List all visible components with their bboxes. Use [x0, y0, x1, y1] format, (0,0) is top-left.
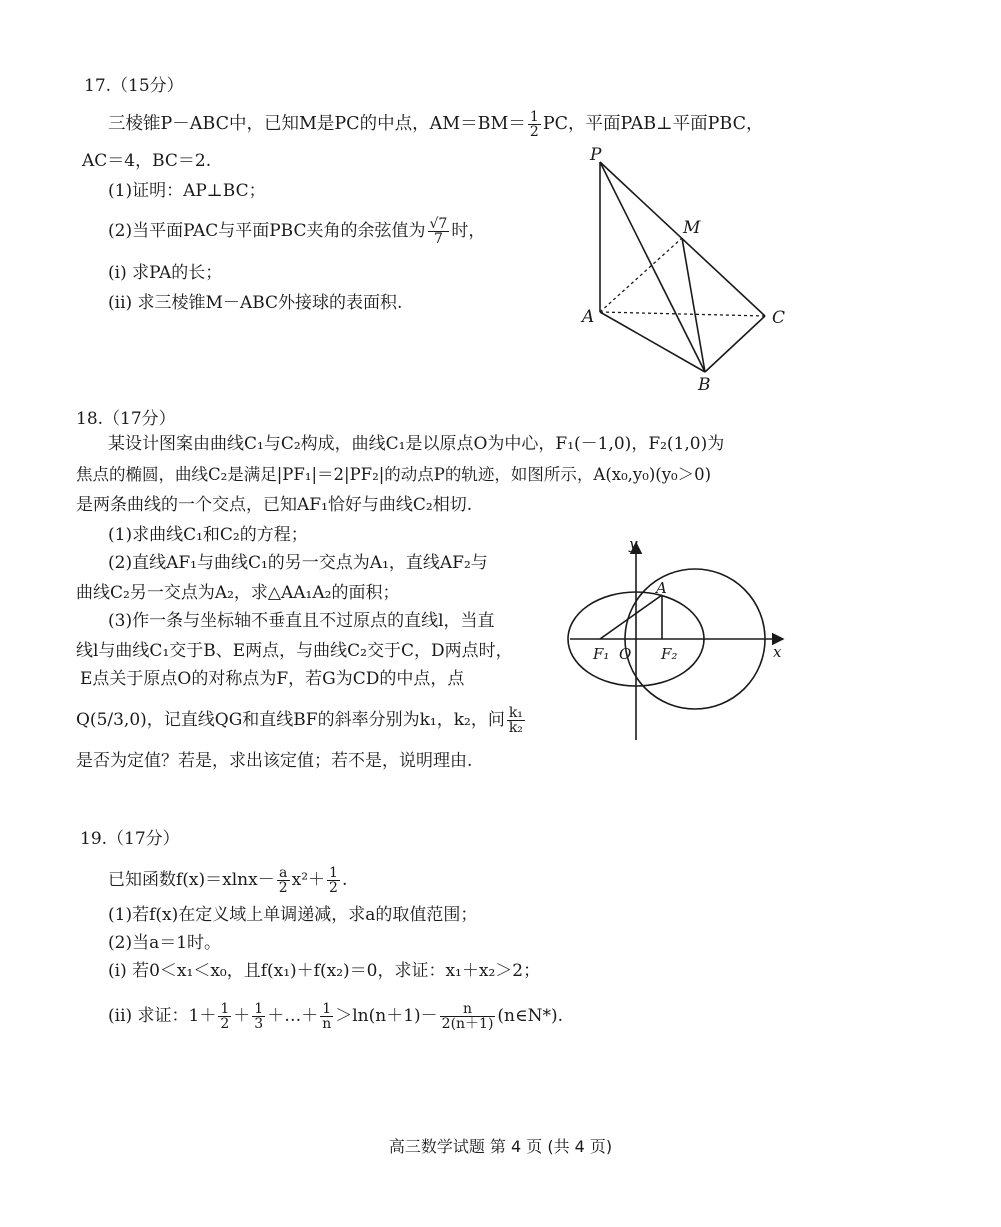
- q19-line1: [108, 866, 347, 895]
- label-x: x: [773, 643, 782, 661]
- q17-part2-a: (2)当平面PAC与平面PBC夹角的余弦值为: [108, 221, 426, 241]
- q19-line3: (2)当a＝1时。: [108, 933, 222, 953]
- edge-ac-dashed: [600, 312, 765, 316]
- q19-frac-n-2n1: $\frac{n}{2(n+1)}$: [441, 1001, 494, 1032]
- q17-frac-sqrt7: $\frac{√7}{7}$: [429, 216, 448, 247]
- edge-mb: [682, 238, 705, 372]
- label-f1: F₁: [593, 645, 610, 663]
- label-p: P: [590, 145, 602, 165]
- q19-header: 19.（17分）: [80, 829, 180, 849]
- q17-part2-b: 时，: [451, 221, 486, 241]
- q18-line2: 焦点的椭圆，曲线C₂是满足|PF₁|＝2|PF₂|的动点P的轨迹，如图所示，A(x₀,y₀)(y₀＞0): [76, 465, 712, 484]
- q17-header: 17.（15分）: [84, 76, 184, 96]
- q19-line5-b: ＋: [233, 1006, 251, 1026]
- q18-line5: (2)直线AF₁与曲线C₁的另一交点为A₁，直线AF₂与: [108, 553, 488, 573]
- segment-af1: [600, 595, 662, 639]
- q19-frac-half: $\frac{1}{2}$: [329, 865, 338, 896]
- q18-curves-figure: [565, 535, 790, 745]
- q18-line1: 某设计图案由曲线C₁与C₂构成，曲线C₁是以原点O为中心，F₁(－1,0)，F₂(1,0)为: [108, 434, 725, 454]
- q17-part2: [108, 217, 485, 246]
- q19-frac-1-3: $\frac{1}{3}$: [254, 1001, 264, 1032]
- q18-line7: (3)作一条与坐标轴不垂直且不过原点的直线l，当直: [108, 611, 495, 631]
- q18-line4: (1)求曲线C₁和C₂的方程；: [108, 525, 308, 545]
- q18-header: 18.（17分）: [76, 409, 176, 429]
- label-a: A: [582, 307, 595, 327]
- page-footer: 高三数学试题 第 4 页 (共 4 页): [388, 1137, 613, 1156]
- q18-line3: 是两条曲线的一个交点，已知AF₁恰好与曲线C₂相切.: [76, 495, 473, 515]
- q17-line1-b: PC，平面PAB⊥平面PBC，: [542, 114, 764, 134]
- q19-line5-e: (n∈N*).: [497, 1006, 563, 1026]
- q18-frac-k1k2: $\frac{\text{k₁}}{\text{k₂}}$: [508, 705, 523, 736]
- q17-part2-ii: (ii) 求三棱锥M－ABC外接球的表面积.: [108, 293, 403, 313]
- q19-frac-a2: $\frac{a}{2}$: [278, 865, 288, 896]
- label-m: M: [683, 218, 701, 238]
- q18-line10-a: Q(5/3,0)，记直线QG和直线BF的斜率分别为k₁，k₂，问: [76, 710, 505, 730]
- q17-line1: [108, 110, 763, 139]
- q17-part1: (1)证明：AP⊥BC；: [108, 181, 266, 201]
- q17-line2: AC＝4，BC＝2.: [82, 151, 212, 171]
- q17-line1-a: 三棱锥P－ABC中，已知M是PC的中点，AM＝BM＝: [108, 114, 526, 134]
- q18-line8: 线l与曲线C₁交于B、E两点，与曲线C₂交于C，D两点时，: [76, 641, 513, 661]
- q19-line1-c: .: [341, 870, 348, 890]
- q17-part2-i: (i) 求PA的长；: [108, 263, 223, 283]
- edge-pb: [600, 162, 705, 372]
- q18-line6: 曲线C₂另一交点为A₂，求△AA₁A₂的面积；: [76, 583, 400, 603]
- q19-line2: (1)若f(x)在定义域上单调递减，求a的取值范围；: [108, 905, 478, 925]
- q18-line11: 是否为定值？若是，求出该定值；若不是，说明理由.: [76, 751, 473, 771]
- q19-line5: [108, 1002, 563, 1031]
- q17-pyramid-figure: [560, 140, 810, 400]
- label-c: C: [772, 308, 786, 328]
- q18-line9: E点关于原点O的对称点为F，若G为CD的中点，点: [80, 669, 465, 689]
- q19-frac-1-n: $\frac{1}{n}$: [322, 1001, 332, 1032]
- edge-bc: [705, 316, 765, 372]
- label-a: A: [656, 579, 667, 597]
- q19-line5-a: (ii) 求证：1＋: [108, 1006, 217, 1026]
- label-b: B: [698, 375, 711, 395]
- q17-frac-half: $\frac{1}{2}$: [529, 109, 539, 140]
- q19-line1-b: x²＋: [291, 870, 326, 890]
- label-y: y: [629, 535, 638, 553]
- q19-frac-1-2: $\frac{1}{2}$: [220, 1001, 230, 1032]
- q18-line10: [76, 706, 527, 735]
- label-o: O: [619, 645, 632, 663]
- q19-line5-d: ＞ln(n＋1)－: [335, 1006, 438, 1026]
- q19-line5-c: ＋…＋: [267, 1006, 319, 1026]
- q19-line4: (i) 若0＜x₁＜x₀，且f(x₁)＋f(x₂)＝0，求证：x₁＋x₂＞2；: [108, 961, 541, 981]
- label-f2: F₂: [661, 645, 678, 663]
- q19-line1-a: 已知函数f(x)＝xlnx－: [108, 870, 275, 890]
